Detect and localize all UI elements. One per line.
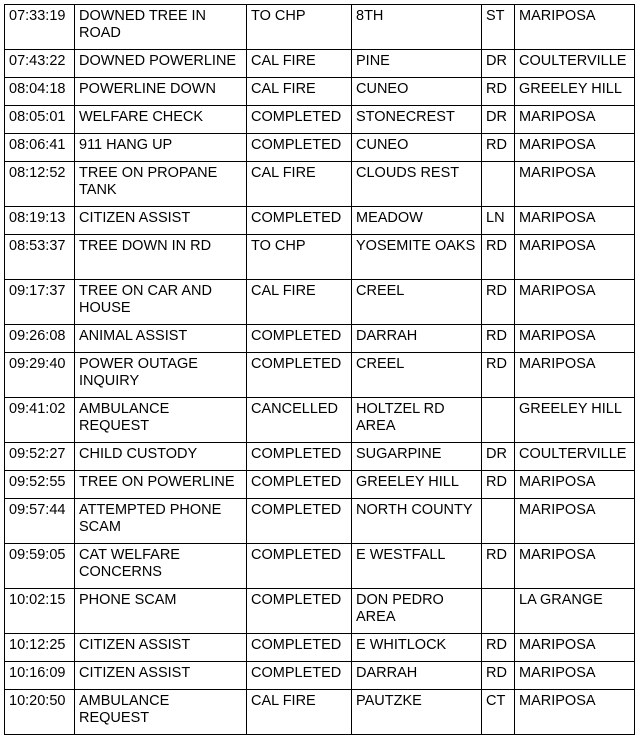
call-type-cell: CITIZEN ASSIST	[75, 662, 247, 690]
street-cell: CREEL	[352, 353, 482, 398]
city-cell: MARIPOSA	[515, 207, 635, 235]
disposition-cell: CAL FIRE	[247, 50, 352, 78]
street-suffix-cell: RD	[482, 280, 515, 325]
street-suffix-cell: RD	[482, 634, 515, 662]
street-suffix-cell	[482, 162, 515, 207]
table-row	[5, 634, 635, 662]
time-cell: 08:19:13	[5, 207, 75, 235]
time-cell: 10:12:25	[5, 634, 75, 662]
disposition-cell: COMPLETED	[247, 443, 352, 471]
call-type-cell: TREE ON CAR AND HOUSE	[75, 280, 247, 325]
call-log-table	[4, 4, 635, 735]
city-cell: GREELEY HILL	[515, 398, 635, 443]
street-suffix-cell: RD	[482, 471, 515, 499]
disposition-cell: CAL FIRE	[247, 78, 352, 106]
time-cell: 07:33:19	[5, 5, 75, 50]
call-type-cell: TREE ON POWERLINE	[75, 471, 247, 499]
table-row	[5, 471, 635, 499]
city-cell: MARIPOSA	[515, 544, 635, 589]
call-type-cell: PHONE SCAM	[75, 589, 247, 634]
time-cell: 10:02:15	[5, 589, 75, 634]
table-row	[5, 499, 635, 544]
disposition-cell: COMPLETED	[247, 499, 352, 544]
street-cell: E WESTFALL	[352, 544, 482, 589]
time-cell: 09:59:05	[5, 544, 75, 589]
street-suffix-cell: LN	[482, 207, 515, 235]
city-cell: MARIPOSA	[515, 280, 635, 325]
time-cell: 09:57:44	[5, 499, 75, 544]
disposition-cell: COMPLETED	[247, 325, 352, 353]
table-row	[5, 78, 635, 106]
street-cell: CREEL	[352, 280, 482, 325]
time-cell: 08:04:18	[5, 78, 75, 106]
time-cell: 07:43:22	[5, 50, 75, 78]
street-cell: PAUTZKE	[352, 690, 482, 735]
city-cell: LA GRANGE	[515, 589, 635, 634]
street-cell: HOLTZEL RD AREA	[352, 398, 482, 443]
call-type-cell: WELFARE CHECK	[75, 106, 247, 134]
street-suffix-cell: ST	[482, 5, 515, 50]
disposition-cell: CANCELLED	[247, 398, 352, 443]
table-row	[5, 398, 635, 443]
disposition-cell: TO CHP	[247, 235, 352, 280]
city-cell: MARIPOSA	[515, 235, 635, 280]
street-cell: CLOUDS REST	[352, 162, 482, 207]
call-type-cell: CAT WELFARE CONCERNS	[75, 544, 247, 589]
street-suffix-cell: RD	[482, 235, 515, 280]
street-cell: DARRAH	[352, 325, 482, 353]
disposition-cell: COMPLETED	[247, 471, 352, 499]
time-cell: 09:17:37	[5, 280, 75, 325]
street-cell: SUGARPINE	[352, 443, 482, 471]
street-cell: 8TH	[352, 5, 482, 50]
time-cell: 09:52:55	[5, 471, 75, 499]
street-suffix-cell	[482, 398, 515, 443]
city-cell: MARIPOSA	[515, 634, 635, 662]
call-type-cell: TREE ON PROPANE TANK	[75, 162, 247, 207]
table-row	[5, 162, 635, 207]
disposition-cell: COMPLETED	[247, 207, 352, 235]
city-cell: MARIPOSA	[515, 471, 635, 499]
city-cell: MARIPOSA	[515, 662, 635, 690]
call-type-cell: AMBULANCE REQUEST	[75, 398, 247, 443]
street-cell: CUNEO	[352, 134, 482, 162]
time-cell: 09:52:27	[5, 443, 75, 471]
time-cell: 08:53:37	[5, 235, 75, 280]
call-type-cell: CITIZEN ASSIST	[75, 207, 247, 235]
city-cell: MARIPOSA	[515, 162, 635, 207]
street-suffix-cell: RD	[482, 78, 515, 106]
disposition-cell: COMPLETED	[247, 589, 352, 634]
street-suffix-cell: CT	[482, 690, 515, 735]
street-suffix-cell: DR	[482, 106, 515, 134]
street-cell: STONECREST	[352, 106, 482, 134]
disposition-cell: CAL FIRE	[247, 162, 352, 207]
table-row	[5, 280, 635, 325]
city-cell: COULTERVILLE	[515, 50, 635, 78]
street-cell: YOSEMITE OAKS	[352, 235, 482, 280]
disposition-cell: TO CHP	[247, 5, 352, 50]
street-suffix-cell: RD	[482, 353, 515, 398]
call-type-cell: AMBULANCE REQUEST	[75, 690, 247, 735]
city-cell: MARIPOSA	[515, 499, 635, 544]
call-type-cell: CITIZEN ASSIST	[75, 634, 247, 662]
disposition-cell: CAL FIRE	[247, 280, 352, 325]
street-suffix-cell: DR	[482, 50, 515, 78]
time-cell: 08:06:41	[5, 134, 75, 162]
street-suffix-cell: RD	[482, 134, 515, 162]
table-row	[5, 134, 635, 162]
street-cell: NORTH COUNTY	[352, 499, 482, 544]
street-cell: DON PEDRO AREA	[352, 589, 482, 634]
street-cell: PINE	[352, 50, 482, 78]
disposition-cell: COMPLETED	[247, 353, 352, 398]
time-cell: 09:41:02	[5, 398, 75, 443]
street-cell: MEADOW	[352, 207, 482, 235]
city-cell: MARIPOSA	[515, 106, 635, 134]
table-row	[5, 662, 635, 690]
time-cell: 10:20:50	[5, 690, 75, 735]
street-suffix-cell: RD	[482, 325, 515, 353]
call-type-cell: POWER OUTAGE INQUIRY	[75, 353, 247, 398]
call-type-cell: DOWNED TREE IN ROAD	[75, 5, 247, 50]
table-row	[5, 50, 635, 78]
call-type-cell: CHILD CUSTODY	[75, 443, 247, 471]
street-cell: E WHITLOCK	[352, 634, 482, 662]
table-row	[5, 443, 635, 471]
street-suffix-cell: RD	[482, 544, 515, 589]
city-cell: MARIPOSA	[515, 5, 635, 50]
table-row	[5, 353, 635, 398]
disposition-cell: COMPLETED	[247, 106, 352, 134]
call-type-cell: ATTEMPTED PHONE SCAM	[75, 499, 247, 544]
disposition-cell: COMPLETED	[247, 544, 352, 589]
time-cell: 08:12:52	[5, 162, 75, 207]
city-cell: COULTERVILLE	[515, 443, 635, 471]
disposition-cell: COMPLETED	[247, 134, 352, 162]
time-cell: 09:29:40	[5, 353, 75, 398]
street-suffix-cell	[482, 499, 515, 544]
table-row	[5, 589, 635, 634]
table-row	[5, 544, 635, 589]
time-cell: 09:26:08	[5, 325, 75, 353]
time-cell: 08:05:01	[5, 106, 75, 134]
table-row	[5, 235, 635, 280]
city-cell: GREELEY HILL	[515, 78, 635, 106]
call-type-cell: DOWNED POWERLINE	[75, 50, 247, 78]
street-suffix-cell: DR	[482, 443, 515, 471]
disposition-cell: COMPLETED	[247, 634, 352, 662]
table-row	[5, 325, 635, 353]
call-type-cell: POWERLINE DOWN	[75, 78, 247, 106]
street-cell: CUNEO	[352, 78, 482, 106]
city-cell: MARIPOSA	[515, 353, 635, 398]
table-row	[5, 207, 635, 235]
call-log-body	[5, 5, 635, 735]
street-cell: DARRAH	[352, 662, 482, 690]
call-type-cell: TREE DOWN IN RD	[75, 235, 247, 280]
table-row	[5, 690, 635, 735]
table-row	[5, 106, 635, 134]
city-cell: MARIPOSA	[515, 134, 635, 162]
street-suffix-cell	[482, 589, 515, 634]
table-row	[5, 5, 635, 50]
street-cell: GREELEY HILL	[352, 471, 482, 499]
city-cell: MARIPOSA	[515, 690, 635, 735]
street-suffix-cell: RD	[482, 662, 515, 690]
call-type-cell: ANIMAL ASSIST	[75, 325, 247, 353]
disposition-cell: COMPLETED	[247, 662, 352, 690]
city-cell: MARIPOSA	[515, 325, 635, 353]
call-type-cell: 911 HANG UP	[75, 134, 247, 162]
time-cell: 10:16:09	[5, 662, 75, 690]
disposition-cell: CAL FIRE	[247, 690, 352, 735]
